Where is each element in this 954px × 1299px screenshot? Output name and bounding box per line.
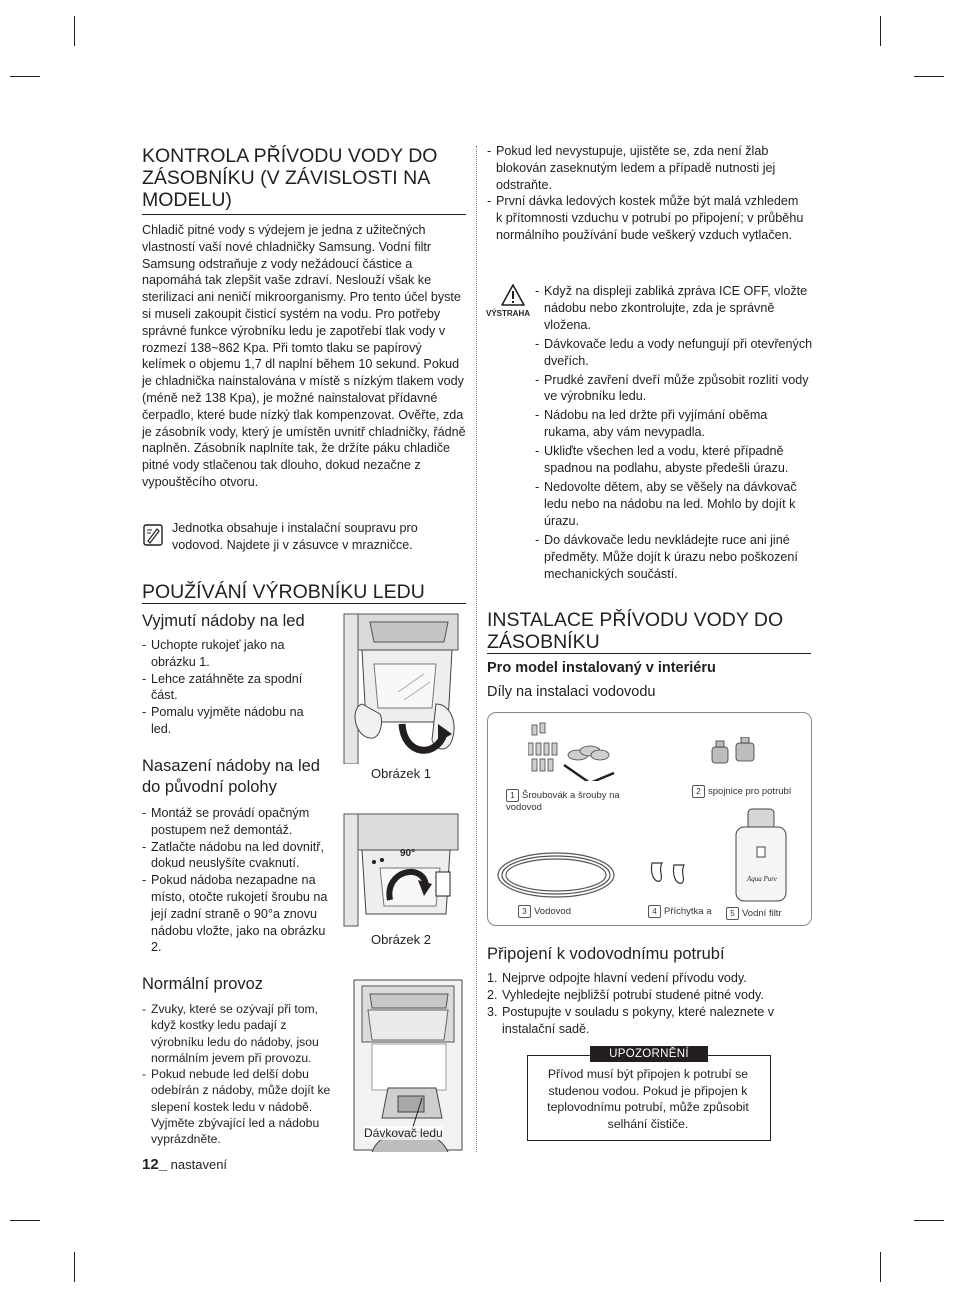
note-text: Jednotka obsahuje i instalační soupravu pro vodovod. Najdete ji v zásuvce v mrazničce. (172, 521, 418, 552)
crop-mark (10, 1220, 40, 1221)
part-1-text: Šroubovák a šrouby na vodovod (506, 790, 620, 814)
list-item: - Pokud nebude led delší dobu odebírán z nádoby, může dojít ke slepení kostek ledu v nádobě. Vyjměte zbývající led a nádobu vyprázdněte. (142, 1066, 332, 1147)
crop-mark (914, 1220, 944, 1221)
list-item: - Lehce zatáhněte za spodní část. (142, 671, 322, 705)
screws-and-screwdriver-illustration (528, 721, 628, 781)
figure-3-caption: Dávkovač ledu (364, 1126, 443, 1140)
list-item: - Ukliďte všechen led a vodu, které případně spadnou na podlahu, abyste předešli úrazu. (535, 443, 815, 477)
clip-illustration (648, 857, 698, 887)
normal-operation-list (142, 1001, 332, 1148)
crop-mark (74, 1252, 75, 1282)
warning-list (535, 283, 815, 582)
step-number: 2. (487, 988, 498, 1002)
subheading-remove-bin: Vyjmutí nádoby na led (142, 612, 305, 630)
page-number: 12_ (142, 1156, 168, 1173)
title-rule (487, 653, 811, 654)
subheading-connect: Připojení k vodovodnímu potrubí (487, 945, 725, 963)
list-item: - Pokud led nevystupuje, ujistěte se, zda není žlab blokován zaseknutým ledem a případě nutnosti jej odstraňte. (487, 143, 807, 193)
column-divider (476, 146, 477, 1152)
water-filter-illustration (732, 807, 790, 903)
caution-text: Přívod musí být připojen k potrubí se studenou vodou. Pokud je připojen k teplovodnímu potrubí, může způsobit selhání čističe. (547, 1067, 749, 1131)
step-text: Vyhledejte nejbližší potrubí studené pitné vody. (502, 988, 764, 1002)
part-4-number: 4 (648, 905, 661, 918)
part-2-label (692, 785, 812, 798)
part-1-label (506, 789, 636, 814)
parts-box (487, 712, 812, 926)
figure-2-angle-label: 90° (400, 848, 416, 859)
connect-steps (487, 970, 807, 1038)
step-number: 1. (487, 971, 498, 985)
section-body: Chladič pitné vody s výdejem je jedna z užitečných vlastností vaší nové chladničky Samsung. Vodní filtr Samsung odstraňuje z vody nežádoucí částice a napomáhá tak zlepšit vaše zdraví. Neslouží však ke sterilizaci ani neničí mikroorganismy. Pro tento účel byste si museli zakoupit čisticí systém na vodu. Pro potřeby správné funkce výrobníku ledu je zapotřebí tlak vody v rozmezí 138~862 Kpa. Při tomto tlaku se papírový kelímek o objemu 1,7 dl naplní během 10 sekund. Pokud je chladnička nainstalována v místě s nízkým tlakem vody (méně než 138 Kpa), je možné nainstalovat přídavné čerpadlo, které bude nízký tlak kompenzovat. Ověřte, zda je zásobník vody, který je umístěn uvnitř chladničky, řádně naplněn. Zásobník naplníte tak, že držíte páku chladiče pitné vody stlačenou tak dlouho, dokud nezačne z vypouštěcího otvoru. (142, 223, 466, 489)
figure-1-caption: Obrázek 1 (371, 766, 431, 781)
filter-brand: Aqua Pure (747, 875, 777, 883)
section-title-water-supply: KONTROLA PŘÍVODU VODY DO ZÁSOBNÍKU (V ZÁVISLOSTI NA MODELU) (142, 145, 438, 211)
list-item: - Nádobu na led držte při vyjímání oběma rukama, aby vám nevypadla. (535, 407, 815, 441)
part-5-label (726, 907, 812, 920)
list-item: - Pomalu vyjměte nádobu na led. (142, 704, 322, 738)
step-item (487, 970, 807, 987)
list-item: - Když na displeji zabliká zpráva ICE OFF, vložte nádobu nebo zkontrolujte, zda je správně vložena. (535, 283, 815, 334)
part-2-text: spojnice pro potrubí (708, 786, 792, 798)
list-item: - Zvuky, které se ozývají při tom, když kostky ledu padají z výrobníku ledu do nádoby, jsou normálním jevem při provozu. (142, 1001, 332, 1066)
list-item: - Pokud nádoba nezapadne na místo, otočte rukojetí šroubu na její zadní straně o 90°a znovu nádobu vložte, jako na obrázku 2. (142, 872, 332, 956)
page-footer (142, 1156, 227, 1173)
ice-tips-list (487, 143, 807, 244)
figure-1-illustration (340, 612, 466, 764)
part-5-text: Vodní filtr (742, 908, 782, 920)
title-rule (142, 603, 466, 604)
list-item: - Montáž se provádí opačným postupem než demontáž. (142, 805, 332, 839)
step-number: 3. (487, 1005, 498, 1019)
part-3-number: 3 (518, 905, 531, 918)
subheading-reinsert-bin: Nasazení nádoby na led do původní polohy (142, 757, 320, 796)
note-icon (143, 524, 163, 546)
list-item: - Dávkovače ledu a vody nefungují při otevřených dveřích. (535, 336, 815, 370)
section-title-ice-maker: POUŽÍVÁNÍ VÝROBNÍKU LEDU (142, 581, 425, 603)
crop-mark (880, 16, 881, 46)
page-section-label: nastavení (170, 1157, 228, 1172)
part-3-label (518, 905, 618, 918)
model-heading: Pro model instalovaný v interiéru (487, 660, 716, 676)
water-tube-coil-illustration (494, 847, 622, 903)
list-item: - První dávka ledových kostek může být malá vzhledem k přítomnosti vzduchu v potrubí po připojení; v průběhu normálního používání bude veškerý vzduch vytlačen. (487, 193, 807, 243)
figure-2-caption: Obrázek 2 (371, 932, 431, 947)
subheading-normal-operation: Normální provoz (142, 975, 264, 993)
list-item: - Nedovolte dětem, aby se věšely na dávkovač ledu nebo na nádobu na led. Mohlo by dojít k úrazu. (535, 479, 815, 530)
caution-label: UPOZORNĚNÍ (590, 1046, 708, 1062)
part-5-number: 5 (726, 907, 739, 920)
list-item: - Uchopte rukojeť jako na obrázku 1. (142, 637, 322, 671)
list-item: - Prudké zavření dveří může způsobit rozlití vody ve výrobníku ledu. (535, 372, 815, 406)
crop-mark (914, 76, 944, 77)
crop-mark (880, 1252, 881, 1282)
part-4-text: Příchytka a (664, 906, 712, 918)
warning-label: VÝSTRAHA (486, 309, 531, 318)
warning-icon (500, 283, 526, 307)
part-2-number: 2 (692, 785, 705, 798)
section-title-water-line-install: INSTALACE PŘÍVODU VODY DO ZÁSOBNÍKU (487, 609, 784, 653)
part-1-number: 1 (506, 789, 519, 802)
parts-heading: Díly na instalaci vodovodu (487, 684, 656, 700)
tube-connectors-illustration (708, 737, 758, 771)
step-item (487, 987, 807, 1004)
step-item (487, 1004, 807, 1038)
list-item: - Do dávkovače ledu nevkládejte ruce ani jiné předměty. Může dojít k úrazu nebo poškození mechanických součástí. (535, 532, 815, 583)
part-3-text: Vodovod (534, 906, 571, 918)
figure-2-illustration (340, 810, 466, 928)
list-item: - Zatlačte nádobu na led dovnitř, dokud neuslyšíte cvaknutí. (142, 839, 332, 873)
reinsert-bin-list (142, 805, 332, 956)
remove-bin-list (142, 637, 322, 738)
crop-mark (74, 16, 75, 46)
title-rule (142, 214, 466, 215)
crop-mark (10, 76, 40, 77)
step-text: Postupujte v souladu s pokyny, které naleznete v instalační sadě. (502, 1005, 775, 1036)
step-text: Nejprve odpojte hlavní vedení přívodu vody. (502, 971, 747, 985)
